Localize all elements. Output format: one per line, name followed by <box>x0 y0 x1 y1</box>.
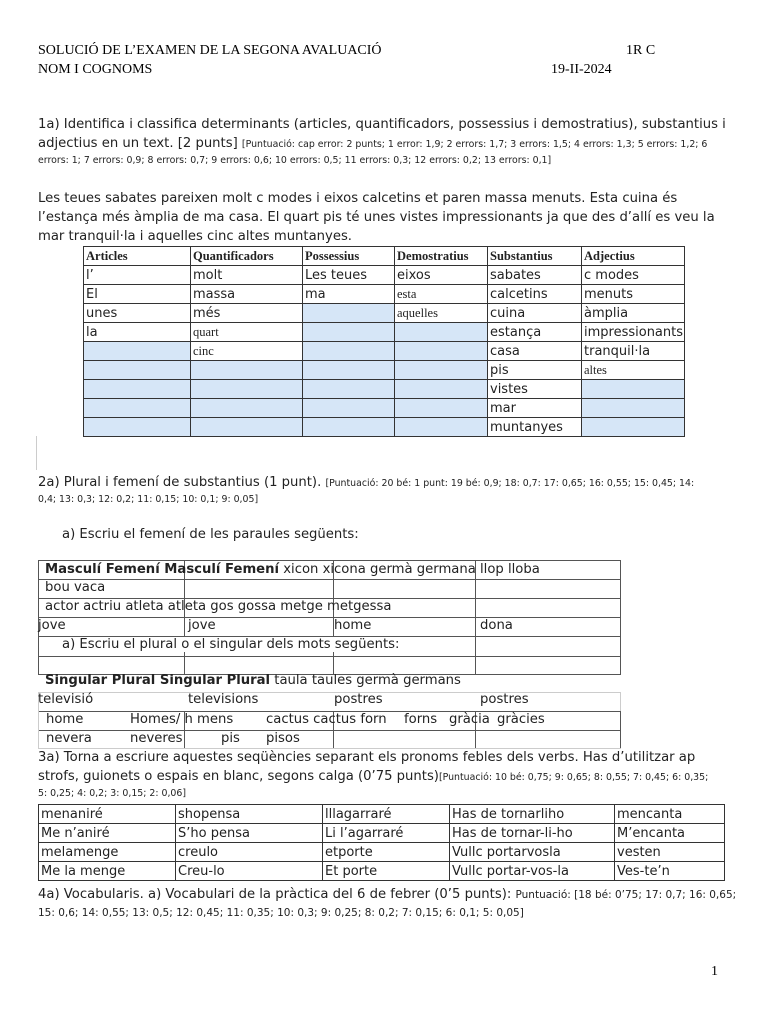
q3-table-cell: Me n’aniré <box>39 824 176 843</box>
q1-score-a: [Puntuació: cap error: 2 punts; 1 error: 1,9; 2 errors: 1,7; 3 errors: 1,5; 4 errors: 1,3; 5 errors: 1,2; 6 <box>241 139 708 150</box>
q1-table-cell <box>582 418 685 437</box>
q1-table-cell <box>303 418 395 437</box>
q1-table-cell <box>303 361 395 380</box>
q1-table-cell: esta <box>395 285 488 304</box>
q1-table-cell: estança <box>488 323 582 342</box>
plural-row-4-c2: neveres <box>130 731 183 746</box>
q1-table-cell <box>303 323 395 342</box>
q1-header-cell: Possessius <box>303 247 395 266</box>
q1-table-row <box>84 361 685 380</box>
q3-table-cell: Has de tornarliho <box>450 805 615 824</box>
feminine-row-4-c1: jove <box>38 618 66 633</box>
q1-intro-line2 <box>38 134 707 154</box>
plural-row-2-c3: postres <box>334 692 383 707</box>
q2-score-b: 0,4; 13: 0,3; 12: 0,2; 11: 0,15; 10: 0,1; 9: 0,05] <box>38 494 259 505</box>
feminine-header-rest: xicon xicona germà germana llop lloba <box>279 562 540 577</box>
feminine-row-4-c2: jove <box>188 618 216 633</box>
q3-table-row <box>39 805 725 824</box>
q1-table-cell <box>395 342 488 361</box>
plural-row-3-c2: Homes/ h mens <box>130 712 234 727</box>
q2-title: 2a) Plural i femení de substantius (1 punt). <box>38 475 322 490</box>
q3-table-cell: Has de tornar-li-ho <box>450 824 615 843</box>
q1-table-cell: cuina <box>488 304 582 323</box>
q2-score-a: [Puntuació: 20 bé: 1 punt: 19 bé: 0,9; 18: 0,7: 17: 0,65; 16: 0,55; 15: 0,45; 14: <box>325 478 695 489</box>
q1-table-cell <box>303 304 395 323</box>
q3-table-cell: Creu-lo <box>176 862 323 881</box>
q1-table-cell <box>303 342 395 361</box>
q1-table-cell: cinc <box>191 342 303 361</box>
q3-table-cell: vesten <box>615 843 725 862</box>
q1-table-cell <box>84 399 191 418</box>
q3-table-cell: S’ho pensa <box>176 824 323 843</box>
q1-table-cell <box>395 323 488 342</box>
q1-table-cell: El <box>84 285 191 304</box>
q1-table-cell: pis <box>488 361 582 380</box>
q1-table-cell: mar <box>488 399 582 418</box>
feminine-header-bold: Masculí Femení Masculí Femení <box>45 562 280 577</box>
q1-table-cell: massa <box>191 285 303 304</box>
q1-table-cell: eixos <box>395 266 488 285</box>
q1-table-cell: menuts <box>582 285 685 304</box>
q1-header-cell: Demostratius <box>395 247 488 266</box>
q3-table-cell: mencanta <box>615 805 725 824</box>
q3-table-cell: melamenge <box>39 843 176 862</box>
q1-table-cell: molt <box>191 266 303 285</box>
q3-table-cell: Vullc portarvosla <box>450 843 615 862</box>
q1-table-cell <box>395 418 488 437</box>
q1-table-row <box>84 380 685 399</box>
q1-table-cell: casa <box>488 342 582 361</box>
q3-title-text: strofs, guionets o espais en blanc, segons calga (0’75 punts) <box>38 769 439 784</box>
q1-header-cell: Adjectius <box>582 247 685 266</box>
plural-row-3-c1: home <box>46 712 84 727</box>
q3-table-cell: shopensa <box>176 805 323 824</box>
q1-table-cell <box>84 380 191 399</box>
plural-header-rest: taula taules germà germans <box>270 673 461 688</box>
q3-table-cell: etporte <box>323 843 450 862</box>
q2-sub-b: a) Escriu el plural o el singular dels mots següents: <box>62 637 400 652</box>
q1-intro-text: adjectius en un text. [2 punts] <box>38 136 238 151</box>
feminine-row-4-c4: dona <box>480 618 513 633</box>
q1-table-cell: l’ <box>84 266 191 285</box>
q1-table-cell <box>395 399 488 418</box>
q3-table-row <box>39 843 725 862</box>
q1-table-cell <box>582 380 685 399</box>
plural-row-2-c1: televisió <box>38 692 94 707</box>
q1-table-row <box>84 304 685 323</box>
q3-table-cell: M’encanta <box>615 824 725 843</box>
q1-table-cell: ma <box>303 285 395 304</box>
feminine-row-2: bou vaca <box>45 580 106 595</box>
q1-table-cell <box>84 418 191 437</box>
q1-table-row <box>84 418 685 437</box>
q1-table-cell: vistes <box>488 380 582 399</box>
q1-header-row <box>84 247 685 266</box>
plural-row-3-c3: cactus cactus forn <box>266 712 387 727</box>
q3-table-cell: Vullc portar-vos-la <box>450 862 615 881</box>
plural-row-2-c4: postres <box>480 692 529 707</box>
plural-row-4-c4: pisos <box>266 731 300 746</box>
q3-table-cell: Et porte <box>323 862 450 881</box>
q3-table-cell: creulo <box>176 843 323 862</box>
exam-date: 19-II-2024 <box>551 62 612 77</box>
feminine-header-row <box>45 562 540 577</box>
q1-score-b: errors: 1; 7 errors: 0,9; 8 errors: 0,7; 9 errors: 0,6; 10 errors: 0,5; 11 errors: 0,3; 12 errors: 0,2; 13 errors: 0,1] <box>38 155 552 166</box>
q1-table-cell: altes <box>582 361 685 380</box>
q4-score-b: 15: 0,6; 14: 0,55; 13: 0,5; 12: 0,45; 11: 0,35; 10: 0,3; 9: 0,25; 8: 0,2; 7: 0,15; 6: 0,1; 5: 0,05] <box>38 907 524 919</box>
plural-row-2-c2: televisions <box>188 692 259 707</box>
q3-table-row <box>39 824 725 843</box>
q1-table-row <box>84 399 685 418</box>
plural-row-3-c4: forns <box>404 712 438 727</box>
q1-table-cell: unes <box>84 304 191 323</box>
q2-sub-a: a) Escriu el femení de les paraules següents: <box>62 527 359 542</box>
q1-table-cell: sabates <box>488 266 582 285</box>
q1-table-row <box>84 266 685 285</box>
q1-table-cell: calcetins <box>488 285 582 304</box>
q1-table-row <box>84 285 685 304</box>
feminine-grid <box>38 560 621 675</box>
exam-title: SOLUCIÓ DE L’EXAMEN DE LA SEGONA AVALUACIÓ <box>38 43 382 58</box>
name-label: NOM I COGNOMS <box>38 62 153 77</box>
q1-table-cell <box>191 380 303 399</box>
q4-title-line <box>38 887 736 902</box>
q1-table-cell <box>582 399 685 418</box>
q1-classification-table <box>83 246 685 437</box>
feminine-row-4-c3: home <box>334 618 372 633</box>
q1-table-cell: c modes <box>582 266 685 285</box>
q3-table-cell: Li l’agarraré <box>323 824 450 843</box>
q1-intro-line1: 1a) Identifica i classifica determinants (articles, quantificadors, possessius i demostratius), substantius i <box>38 117 726 132</box>
q1-table-cell <box>191 418 303 437</box>
plural-header-bold: Singular Plural Singular Plural <box>45 673 271 688</box>
q1-table-row <box>84 323 685 342</box>
q1-table-cell <box>84 342 191 361</box>
q1-table-cell: muntanyes <box>488 418 582 437</box>
q1-table-cell <box>191 399 303 418</box>
q1-table-cell <box>303 380 395 399</box>
q3-table-cell: Me la menge <box>39 862 176 881</box>
q3-title-line2 <box>38 769 708 784</box>
plural-header-row <box>45 673 461 688</box>
q3-pronouns-table <box>38 804 725 881</box>
feminine-row-3: actor actriu atleta atleta gos gossa metge metgessa <box>45 599 392 614</box>
q1-table-cell: aquelles <box>395 304 488 323</box>
q1-header-cell: Articles <box>84 247 191 266</box>
q4-title: 4a) Vocabularis. a) Vocabulari de la pràctica del 6 de febrer (0’5 punts): <box>38 887 512 902</box>
q1-table-cell: àmplia <box>582 304 685 323</box>
q1-text-line2: l’estança més àmplia de ma casa. El quart pis té unes vistes impressionants ja que des d’allí es veu la <box>38 210 715 225</box>
plural-row-3-c5: gràcia <box>449 712 490 727</box>
margin-line <box>36 436 37 470</box>
q1-table-cell <box>191 361 303 380</box>
q1-table-cell <box>303 399 395 418</box>
q1-table-cell <box>84 361 191 380</box>
q1-table-cell <box>395 361 488 380</box>
q1-table-cell: quart <box>191 323 303 342</box>
plural-row-4-c3: pis <box>221 731 240 746</box>
q1-text-line1: Les teues sabates pareixen molt c modes i eixos calcetins et paren massa menuts. Esta cuina és <box>38 191 678 206</box>
q4-score-a: Puntuació: [18 bé: 0’75; 17: 0,7; 16: 0,65; <box>515 889 737 901</box>
q3-table-row <box>39 862 725 881</box>
q1-header-cell: Quantificadors <box>191 247 303 266</box>
q3-table-cell: Ves-te’n <box>615 862 725 881</box>
q3-table-cell: lllagarraré <box>323 805 450 824</box>
q1-table-cell: més <box>191 304 303 323</box>
q1-header-cell: Substantius <box>488 247 582 266</box>
q3-score-a: [Puntuació: 10 bé: 0,75; 9: 0,65; 8: 0,55; 7: 0,45; 6: 0,35; <box>438 772 709 783</box>
q3-table-cell: menaniré <box>39 805 176 824</box>
q1-table-cell: Les teues <box>303 266 395 285</box>
q1-text-line3: mar tranquil·la i aquelles cinc altes muntanyes. <box>38 229 353 244</box>
class-label: 1R C <box>626 43 656 58</box>
q1-table-cell: impressionants <box>582 323 685 342</box>
q3-score-b: 5: 0,25; 4: 0,2; 3: 0,15; 2: 0,06] <box>38 788 187 799</box>
page-number: 1 <box>711 964 718 979</box>
q1-table-cell <box>395 380 488 399</box>
q1-table-cell: tranquil·la <box>582 342 685 361</box>
q2-title-line <box>38 473 694 493</box>
plural-row-3-c6: gràcies <box>497 712 545 727</box>
q3-title-line1: 3a) Torna a escriure aquestes seqüències separant els pronoms febles dels verbs. Has d’utilitzar ap <box>38 750 696 765</box>
q1-table-cell: la <box>84 323 191 342</box>
q1-table-row <box>84 342 685 361</box>
plural-row-4-c1: nevera <box>46 731 92 746</box>
